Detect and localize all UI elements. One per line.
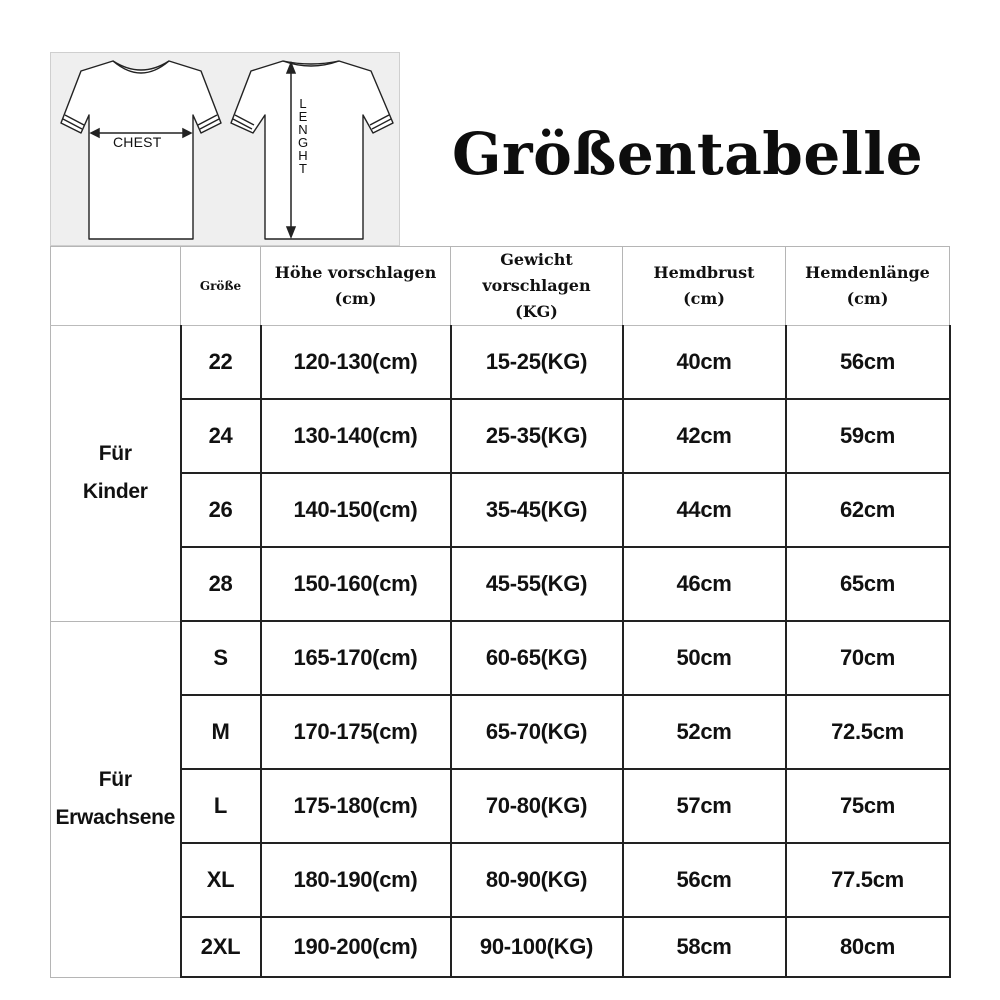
cell-height: 140-150(cm): [261, 473, 451, 547]
header-length-label: Hemdenlänge: [805, 263, 930, 282]
cell-chest: 44cm: [623, 473, 786, 547]
table-row: [51, 399, 950, 473]
header-height-label: Höhe vorschlagen: [274, 263, 437, 282]
cell-height: 180-190(cm): [261, 843, 451, 917]
tshirt-measurement-diagram: [50, 52, 400, 246]
group-kids-line1: Für: [98, 442, 132, 466]
cell-length: 70cm: [786, 621, 950, 695]
cell-height: 120-130(cm): [261, 326, 451, 400]
table-row: [51, 917, 950, 977]
cell-length: 77.5cm: [786, 843, 950, 917]
header-chest-unit: (cm): [683, 289, 725, 308]
header-group-empty: [51, 247, 181, 326]
table-row: [51, 547, 950, 621]
header-weight-label: Gewicht vorschlagen: [482, 250, 591, 295]
header-weight-unit: (KG): [515, 302, 558, 321]
group-adults-line1: Für: [98, 768, 132, 791]
header-chest: [623, 247, 786, 326]
group-adults-line2: Erwachsene: [55, 806, 176, 829]
header-height-unit: (cm): [334, 289, 377, 308]
cell-weight: 15-25(KG): [451, 326, 623, 400]
cell-weight: 65-70(KG): [451, 695, 623, 769]
cell-weight: 70-80(KG): [451, 769, 623, 843]
table-row: [51, 473, 950, 547]
cell-length: 56cm: [786, 326, 950, 400]
table-header-row: [51, 247, 950, 326]
cell-height: 175-180(cm): [261, 769, 451, 843]
header-length: [786, 247, 950, 326]
table-row: [51, 843, 950, 917]
table-row: [51, 769, 950, 843]
cell-weight: 80-90(KG): [451, 843, 623, 917]
group-kids: [51, 326, 181, 622]
cell-length: 72.5cm: [786, 695, 950, 769]
size-table: [50, 246, 951, 978]
cell-weight: 35-45(KG): [451, 473, 623, 547]
table-row: [51, 326, 950, 400]
cell-chest: 56cm: [623, 843, 786, 917]
chest-label: CHEST: [113, 134, 162, 150]
cell-height: 165-170(cm): [261, 621, 451, 695]
tshirt-outline-illustration: [51, 53, 401, 247]
cell-weight: 45-55(KG): [451, 547, 623, 621]
cell-size: 2XL: [181, 917, 261, 977]
header-weight: [451, 247, 623, 326]
group-kids-line2: Kinder: [82, 480, 148, 504]
cell-weight: 90-100(KG): [451, 917, 623, 977]
cell-size: 24: [181, 399, 261, 473]
header-length-unit: (cm): [846, 289, 889, 308]
cell-length: 65cm: [786, 547, 950, 621]
cell-length: 80cm: [786, 917, 950, 977]
cell-size: 22: [181, 326, 261, 400]
cell-weight: 60-65(KG): [451, 621, 623, 695]
cell-length: 62cm: [786, 473, 950, 547]
cell-size: M: [181, 695, 261, 769]
cell-chest: 50cm: [623, 621, 786, 695]
cell-chest: 40cm: [623, 326, 786, 400]
cell-height: 170-175(cm): [261, 695, 451, 769]
header-size: Größe: [181, 247, 261, 326]
cell-size: L: [181, 769, 261, 843]
header-chest-label: Hemdbrust: [653, 263, 755, 282]
header-height: [261, 247, 451, 326]
cell-chest: 57cm: [623, 769, 786, 843]
table-row: [51, 695, 950, 769]
cell-weight: 25-35(KG): [451, 399, 623, 473]
cell-chest: 58cm: [623, 917, 786, 977]
cell-height: 190-200(cm): [261, 917, 451, 977]
cell-size: 28: [181, 547, 261, 621]
cell-length: 75cm: [786, 769, 950, 843]
group-adults: [51, 621, 181, 977]
cell-length: 59cm: [786, 399, 950, 473]
page-title: Größentabelle: [452, 120, 924, 188]
cell-size: S: [181, 621, 261, 695]
cell-size: XL: [181, 843, 261, 917]
cell-height: 150-160(cm): [261, 547, 451, 621]
length-label: LENGHT: [297, 96, 309, 176]
cell-height: 130-140(cm): [261, 399, 451, 473]
cell-chest: 46cm: [623, 547, 786, 621]
cell-chest: 52cm: [623, 695, 786, 769]
cell-size: 26: [181, 473, 261, 547]
cell-chest: 42cm: [623, 399, 786, 473]
table-row: [51, 621, 950, 695]
